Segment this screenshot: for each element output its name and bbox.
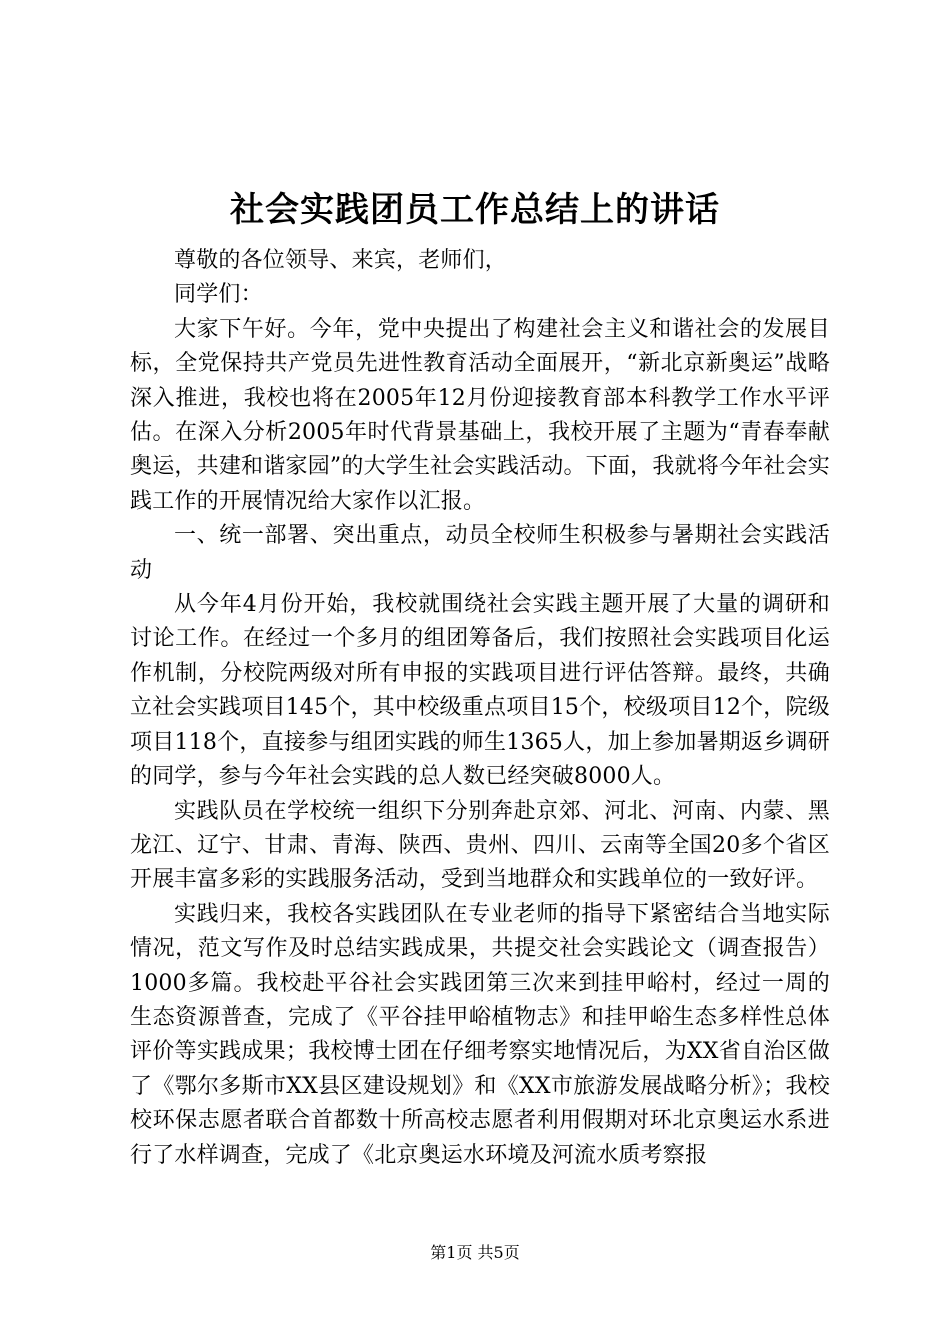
section-heading: 一、统一部署、突出重点，动员全校师生积极参与暑期社会实践活动 bbox=[130, 523, 830, 583]
salutation-line: 尊敬的各位领导、来宾，老师们， bbox=[174, 248, 508, 273]
document-body bbox=[130, 244, 830, 1173]
body-paragraph: 实践队员在学校统一组织下分别奔赴京郊、河北、河南、内蒙、黑龙江、辽宁、甘肃、青海、陕西、贵州、四川、云南等全国20多个省区开展丰富多彩的实践服务活动，受到当地群众和实践单位的一致好评。 bbox=[130, 798, 830, 893]
salutation-line: 同学们： bbox=[174, 282, 263, 308]
body-paragraph: 从今年4月份开始，我校就围绕社会实践主题开展了大量的调研和讨论工作。在经过一个多月的组团筹备后，我们按照社会实践项目化运作机制，分校院两级对所有申报的实践项目进行评估答辩。最终，共确立社会实践项目145个，其中校级重点项目15个，校级项目12个，院级项目118个，直接参与组团实践的师生1365人，加上参加暑期返乡调研的同学，参与今年社会实践的总人数已经突破8000人。 bbox=[130, 592, 830, 790]
body-paragraph: 实践归来，我校各实践团队在专业老师的指导下紧密结合当地实际情况，范文写作及时总结实践成果，共提交社会实践论文（调查报告）1000多篇。我校赴平谷社会实践团第三次来到挂甲峪村，经过一周的生态资源普查，完成了《平谷挂甲峪植物志》和挂甲峪生态多样性总体评价等实践成果；我校博士团在仔细考察实地情况后，为XX省自治区做了《鄂尔多斯市XX县区建设规划》和《XX市旅游发展战略分析》；我校校环保志愿者联合首都数十所高校志愿者利用假期对环北京奥运水系进行了水样调查，完成了《北京奥运水环境及河流水质考察报 bbox=[130, 901, 830, 1168]
page-footer: 第1页 共5页 bbox=[430, 1243, 520, 1262]
body-paragraph: 大家下午好。今年，党中央提出了构建社会主义和谐社会的发展目标，全党保持共产党员先进性教育活动全面展开，“新北京新奥运”战略深入推进，我校也将在2005年12月份迎接教育部本科教学工作水平评估。在深入分析2005年时代背景基础上，我校开展了主题为“青春奉献奥运，共建和谐家园”的大学生社会实践活动。下面，我就将今年社会实践工作的开展情况给大家作以汇报。 bbox=[130, 316, 830, 514]
document-title: 社会实践团员工作总结上的讲话 bbox=[230, 190, 720, 230]
